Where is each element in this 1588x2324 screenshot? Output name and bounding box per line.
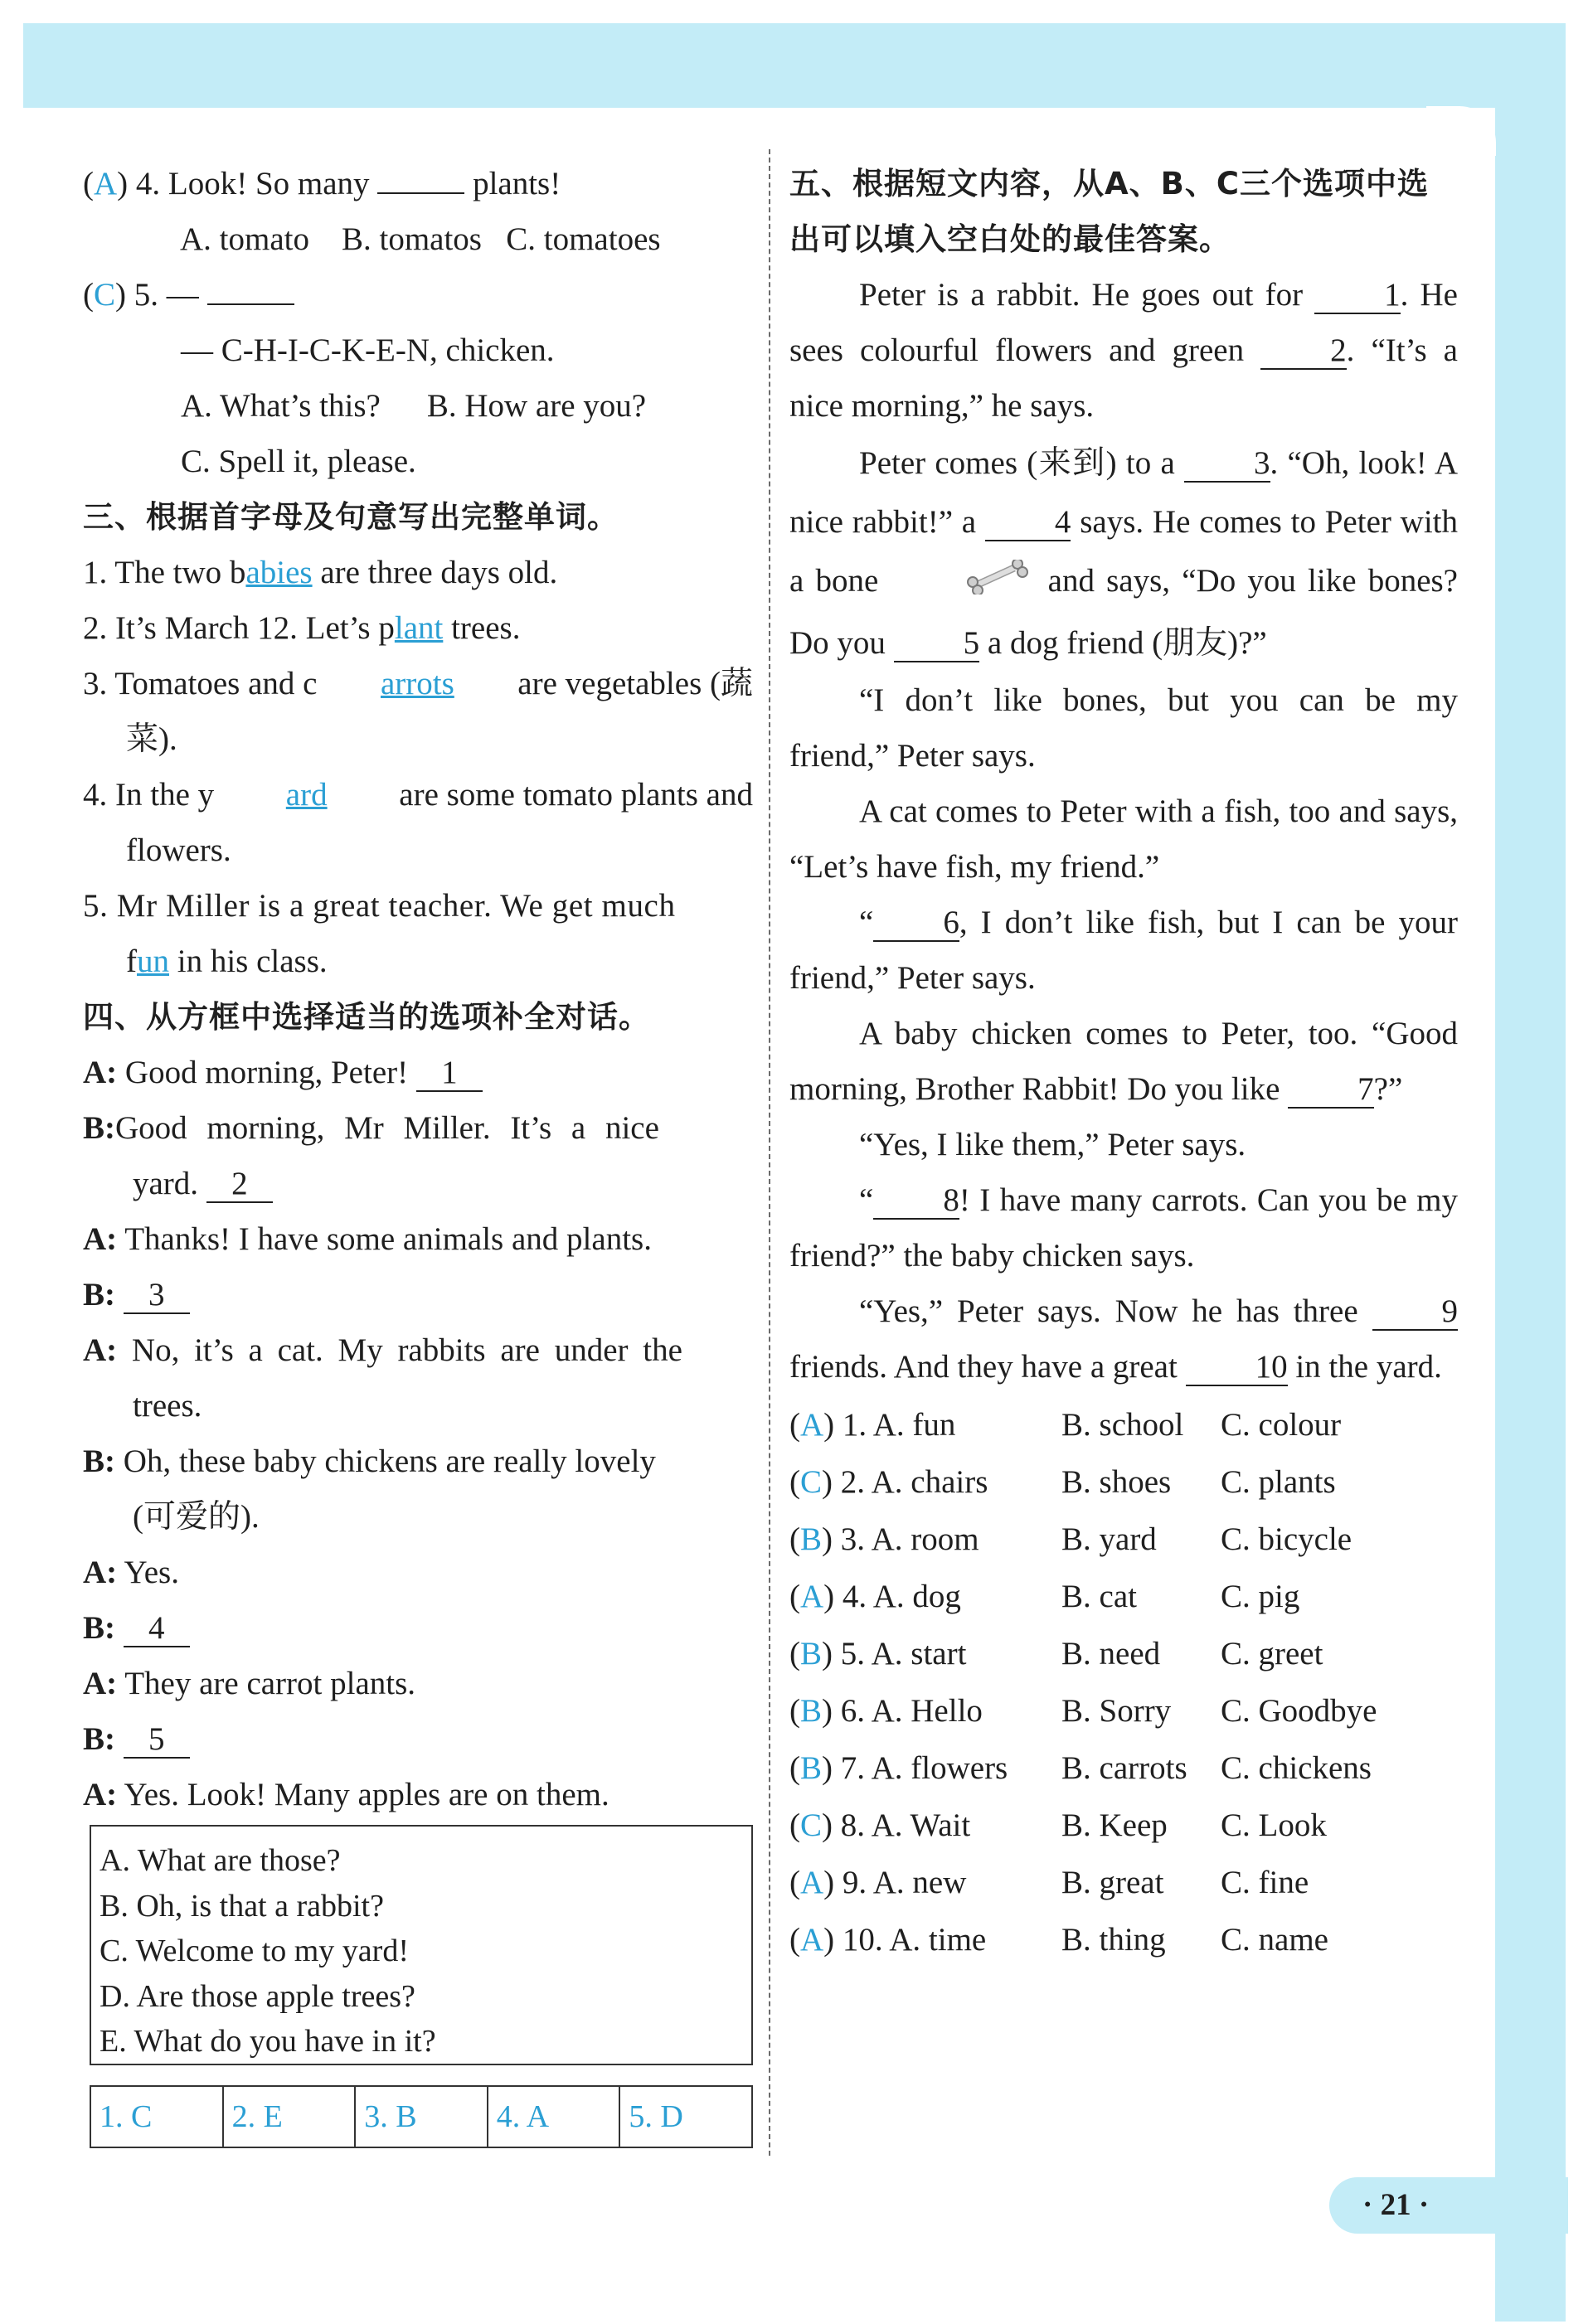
passage-para-2: Peter comes (来到) to a 3. “Oh, look! A nice rabbit!” a 4 says. He comes to Peter with a bone and says, “Do you like bones? Do you 5 a dog friend (朋友)?” [789,445,1459,661]
dialog-line-5-cont: trees. [133,1388,202,1424]
passage-para-5: “ 6, I don’t like fish, but I can be your friend,” Peter says. [789,904,1458,996]
s3-item-4: 4. In the y ard are some tomato plants and [83,777,753,813]
dialog-line-10: B: 5 [83,1711,753,1767]
question-5-line: — C-H-I-C-K-E-N, chicken. [181,332,555,368]
dialog-line-11: A: Yes. Look! Many apples are on them. [83,1777,609,1812]
s3-item-3: 3. Tomatoes and c arrots are vegetables (蔬 [83,666,753,701]
dialog-line-9: A: They are carrot plants. [83,1666,416,1701]
passage-para-8: “ 8! I have many carrots. Can you be my friend?” the baby chicken says. [789,1181,1458,1274]
passage-para-3: “I don’t like bones, but you can be my friend,” Peter says. [789,682,1458,774]
section-5-title: 五、根据短文内容，从A、B、C三个选项中选 [789,166,1429,201]
choice-row: (A) 9. A. new B. great C. fine [789,1864,1309,1900]
choice-row: (A) 1. A. fun B. school C. colour [789,1406,1342,1443]
answer-key-4: 4. A [488,2087,621,2147]
s3-item-5-cont: fun in his class. [126,944,328,979]
answer-key-1: 1. C [91,2087,224,2147]
choice-row: (B) 5. A. start B. need C. greet [789,1635,1323,1671]
dialog-line-2: B: Good morning, Mr Miller. It’s a nice [83,1110,659,1146]
section-4-title: 四、从方框中选择适当的选项补全对话。 [83,999,650,1035]
s3-item-4-cont: flowers. [126,832,231,868]
passage-para-7: “Yes, I like them,” Peter says. [859,1126,1246,1162]
choice-row: (B) 7. A. flowers B. carrots C. chickens [789,1749,1372,1786]
page-corner [1426,106,1496,156]
option-c: C. Welcome to my yard! [100,1933,409,1968]
right-column [789,156,1458,1968]
blank [207,270,294,305]
left-column [83,156,753,1822]
question-4: (A) 4. Look! So many plants! [83,156,753,211]
option-box [90,1825,753,2065]
dialog-line-6: B: Oh, these baby chickens are really lovely [83,1443,656,1479]
choice-row: (C) 8. A. Wait B. Keep C. Look [789,1807,1327,1843]
answer-mark: C [94,277,116,313]
option-e: E. What do you have in it? [100,2024,436,2059]
answer-key-row [90,2085,753,2148]
dialog-line-8: B: 4 [83,1600,753,1656]
answer-mark: A [94,166,118,201]
blank [377,159,464,194]
choice-row: (A) 4. A. dog B. cat C. pig [789,1578,1300,1614]
dialog-line-3: A: Thanks! I have some animals and plants. [83,1221,652,1257]
passage-para-1: Peter is a rabbit. He goes out for 1. He sees colourful flowers and green 2. “It’s a nice morning,” he says. [789,277,1458,424]
section-3-title: 三、根据首字母及句意写出完整单词。 [83,499,619,535]
option-d: D. Are those apple trees? [100,1978,415,2014]
s3-item-3-cont: 菜). [126,721,177,757]
s3-item-5: 5. Mr Miller is a great teacher. We get much [83,888,676,924]
question-5-options: A. What’s this? B. How are you? [181,388,647,424]
dialog-line-2-cont: yard. 2 [83,1156,753,1211]
right-color-band [1495,23,1566,2322]
bone-icon [896,555,1029,614]
answer-key-2: 2. E [224,2087,357,2147]
answer-key-3: 3. B [356,2087,488,2147]
question-5-option-c: C. Spell it, please. [181,444,416,479]
s3-item-2: 2. It’s March 12. Let’s plant trees. [83,610,521,646]
passage-para-9: “Yes,” Peter says. Now he has three 9 friends. And they have a great 10 in the yard. [789,1293,1458,1385]
choice-row: (B) 6. A. Hello B. Sorry C. Goodbye [789,1692,1377,1729]
choice-row: (C) 2. A. chairs B. shoes C. plants [789,1463,1336,1500]
dialog-line-7: A: Yes. [83,1555,179,1590]
answer-key-5: 5. D [629,2099,683,2134]
column-divider [769,149,770,2156]
question-4-options: A. tomato B. tomatos C. tomatoes [180,221,661,257]
section-5-title-cont: 出可以填入空白处的最佳答案。 [789,221,1231,257]
passage-para-4: A cat comes to Peter with a fish, too and says, “Let’s have fish, my friend.” [789,793,1458,885]
question-5: (C) 5. — [83,267,753,323]
s3-item-1: 1. The two babies are three days old. [83,555,558,590]
choice-row: (B) 3. A. room B. yard C. bicycle [789,1521,1352,1557]
option-a: A. What are those? [100,1843,341,1878]
passage-para-6: A baby chicken comes to Peter, too. “Good morning, Brother Rabbit! Do you like 7?” [789,1015,1458,1107]
dialog-line-1: A: Good morning, Peter! 1 [83,1045,753,1100]
top-color-band [23,23,1566,108]
dialog-line-5: A: No, it’s a cat. My rabbits are under the [83,1332,682,1368]
page-number: · 21 · [1329,2177,1568,2234]
option-b: B. Oh, is that a rabbit? [100,1888,384,1924]
choice-list [789,1396,1458,1968]
dialog-line-4: B: 3 [83,1267,753,1322]
dialog-line-6-cont: (可爱的). [133,1499,260,1535]
choice-row: (A) 10. A. time B. thing C. name [789,1921,1328,1958]
